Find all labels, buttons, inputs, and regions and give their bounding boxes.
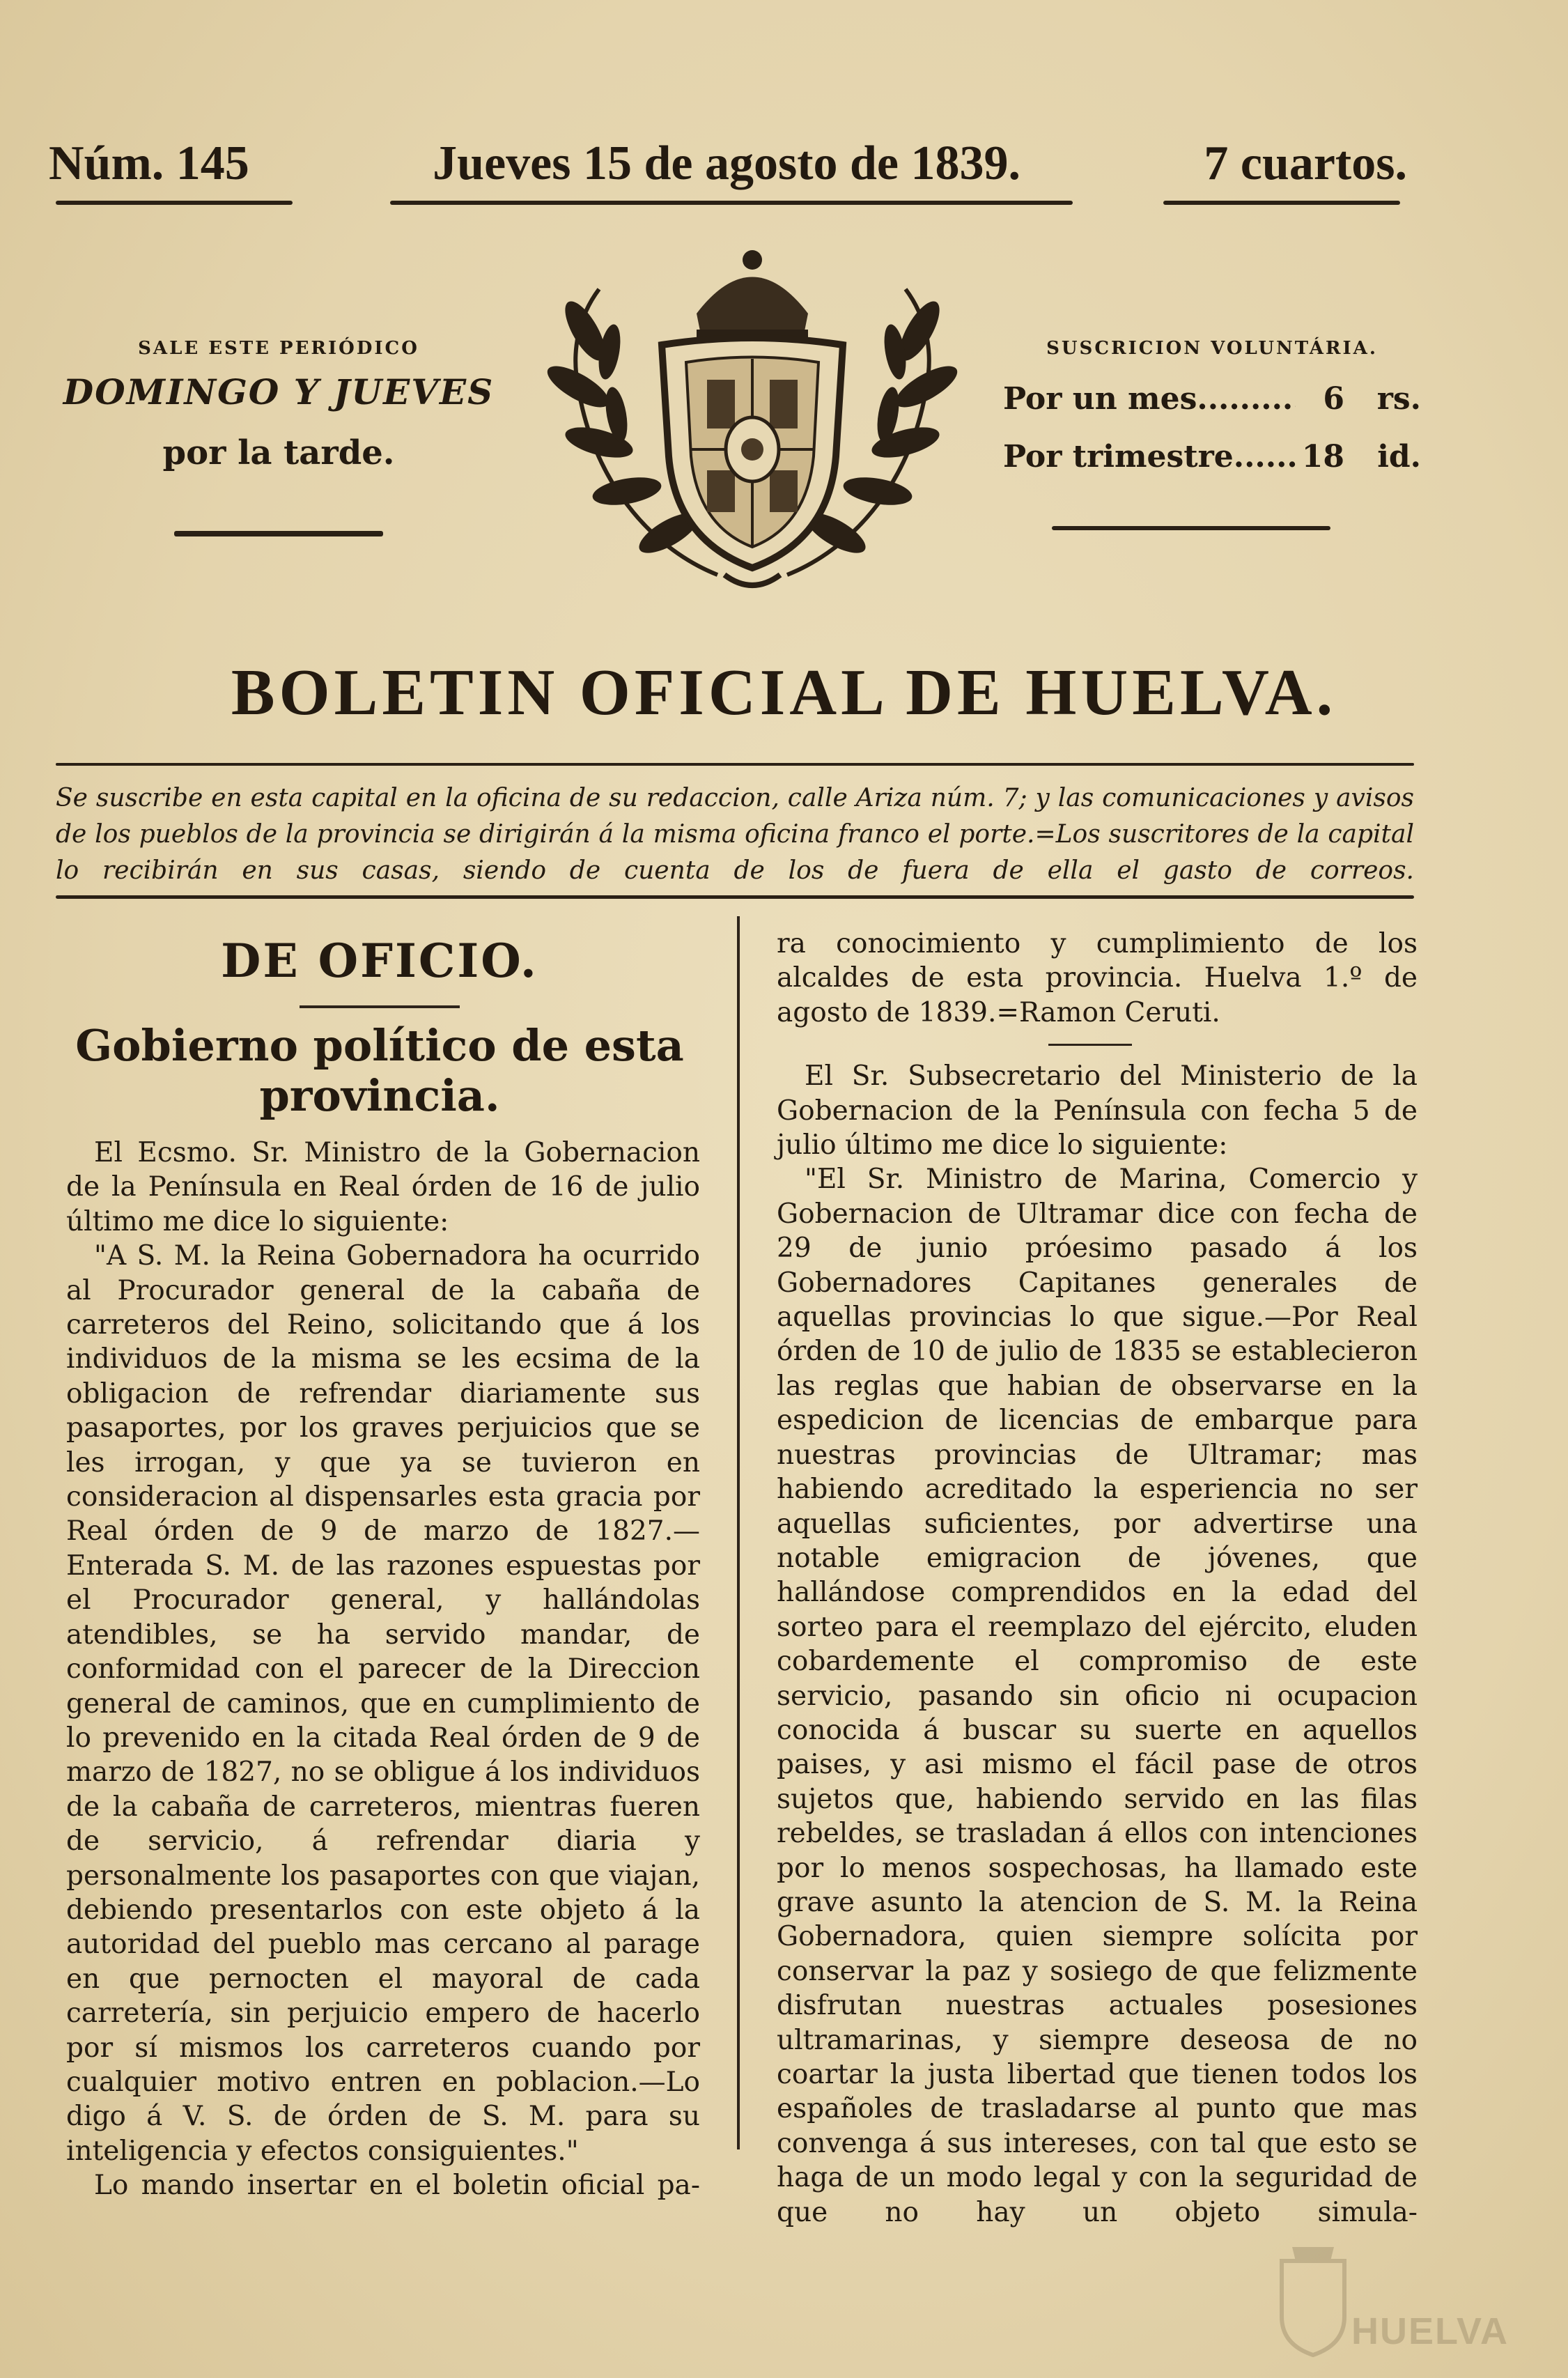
issue-price: 7 cuartos. — [1204, 137, 1407, 190]
watermark-text: HUELVA — [1351, 2310, 1509, 2352]
section-heading: DE OFICIO. — [221, 934, 538, 988]
subsection-heading: Gobierno político de esta provincia. — [75, 1020, 684, 1121]
newspaper-title: BOLETIN OFICIAL DE HUELVA. — [231, 656, 1337, 729]
subscription-notice: Se suscribe en esta capital en la oficina de su redaccion, calle Ariza núm. 7; y las comunicaciones y avisos de los pueblos de la provincia se dirigirán á la misma oficina franco el porte.=Los suscritores de la capital lo recibirán en sus casas, siendo de cuenta de los de fuera de ella el gasto de correos. — [56, 784, 1414, 885]
paragraph-separator — [777, 1030, 1418, 1059]
leader-dots — [1197, 381, 1296, 417]
paragraph: El Sr. Subsecretario del Ministerio de la Gobernacion de la Península con fecha 5 de julio último me dice lo siguiente: — [777, 1060, 1418, 1161]
publication-days: DOMINGO Y JUEVES — [63, 371, 495, 412]
subscription-row-quarter — [1003, 439, 1421, 474]
subscription-block — [1003, 338, 1421, 474]
paragraph: Lo mando insertar en el boletin oficial pa- — [94, 2170, 700, 2202]
subscription-amount: 6 — [1323, 381, 1344, 417]
masthead-rule-left — [56, 201, 293, 205]
masthead — [49, 136, 1407, 192]
leader-dots — [1234, 439, 1296, 474]
masthead-rule-center — [390, 201, 1073, 205]
column-divider — [737, 916, 740, 2149]
subscription-amount: 18 — [1301, 439, 1344, 474]
subscription-unit: rs. — [1376, 381, 1421, 417]
publication-rule — [174, 531, 383, 536]
royal-crest-emblem — [488, 247, 1017, 638]
paragraph: "El Sr. Ministro de Marina, Comercio y Gobernacion de Ultramar dice con fecha de 29 de junio próesimo pasado á los Gobernadores Capitanes generales de aquellas provincias lo que sigue.—Por Real órden de 10 de julio de 1835 se establecieron las reglas que habian de observarse en la espedicion de licencias de embarque para nuestras provincias de Ultramar; mas habiendo acreditado la esperiencia no ser aquellas suficientes, por advertirse una notable emigracion de jóvenes, que hallándose comprendidos en la edad del sorteo para el reemplazo del ejército, eluden cobardemente el compromiso de este servicio, pasando sin oficio ni ocupacion conocida á buscar su suerte en aquellos paises, y asi mismo el fácil pase de otros sujetos que, habiendo servido en las filas rebeldes, se trasladan á ellos con intenciones por lo menos sospechosas, ha llamado este grave asunto la atencion de S. M. la Reina Gobernadora, quien siempre solícita por conservar la paz y sosiego de que felizmente disfrutan nuestras actuales posesiones ultramarinas, y siempre deseosa de no coartar la justa libertad que tienen todos los españoles de trasladarse al punto que mas convenga á sus intereses, con tal que esto se haga de un modo legal y con la seguridad de que no hay un objeto simula- — [777, 1164, 1418, 2228]
issue-date: Jueves 15 de agosto de 1839. — [433, 137, 1021, 190]
publication-label: SALE ESTE PERIÓDICO — [138, 338, 419, 359]
subscription-period: Por trimestre — [1003, 439, 1234, 474]
subscription-label: SUSCRICION VOLUNTÁRIA. — [1046, 338, 1378, 359]
paragraph: El Ecsmo. Sr. Ministro de la Gobernacion de la Península en Real órden de 16 de julio último me dice lo siguiente: — [66, 1137, 700, 1237]
article-column-right — [777, 927, 1418, 2230]
subscription-rule — [1052, 526, 1330, 530]
publication-time: por la tarde. — [162, 433, 395, 472]
masthead-rule-right — [1163, 201, 1400, 205]
publication-block — [63, 338, 495, 472]
subscription-period: Por un mes — [1003, 381, 1197, 417]
paragraph: ra conocimiento y cumplimiento de los alcaldes de esta provincia. Huelva 1.º de agosto de 1839.=Ramon Ceruti. — [777, 928, 1418, 1028]
archive-watermark — [1275, 2240, 1539, 2365]
title-rule — [56, 763, 1414, 766]
subscription-row-month — [1003, 381, 1421, 417]
section-separator — [300, 1005, 460, 1008]
notice-rule — [56, 895, 1414, 899]
shield-icon — [1275, 2240, 1351, 2358]
paragraph: "A S. M. la Reina Gobernadora ha ocurrido al Procurador general de la cabaña de carreteros del Reino, solicitando que á los individuos de la misma se les ecsima de la obligacion de refrendar diariamente sus pasaportes, por los graves perjuicios que se les irrogan, y que ya se tuvieron en consideracion al dispensarles esta gracia por Real órden de 9 de marzo de 1827.—Enterada S. M. de las razones espuestas por el Procurador general, y hallándolas atendibles, se ha servido mandar, de conformidad con el parecer de la Direccion general de caminos, que en cumplimiento de lo prevenido en la citada Real órden de 9 de marzo de 1827, no se obligue á los individuos de la cabaña de carreteros, mientras fueren de servicio, á refrendar diaria y personalmente los pasaportes con que viajan, debiendo presentarlos con este objeto á la autoridad del pueblo mas cercano al parage en que pernocten el mayoral de cada carretería, sin perjuicio empero de hacerlo por sí mismos los carreteros cuando por cualquier motivo entren en poblacion.—Lo digo á V. S. de órden de S. M. para su inteligencia y efectos consiguientes." — [66, 1240, 700, 2167]
article-column-left — [66, 1136, 700, 2203]
subscription-unit: id. — [1377, 439, 1421, 474]
issue-number: Núm. 145 — [49, 137, 249, 190]
